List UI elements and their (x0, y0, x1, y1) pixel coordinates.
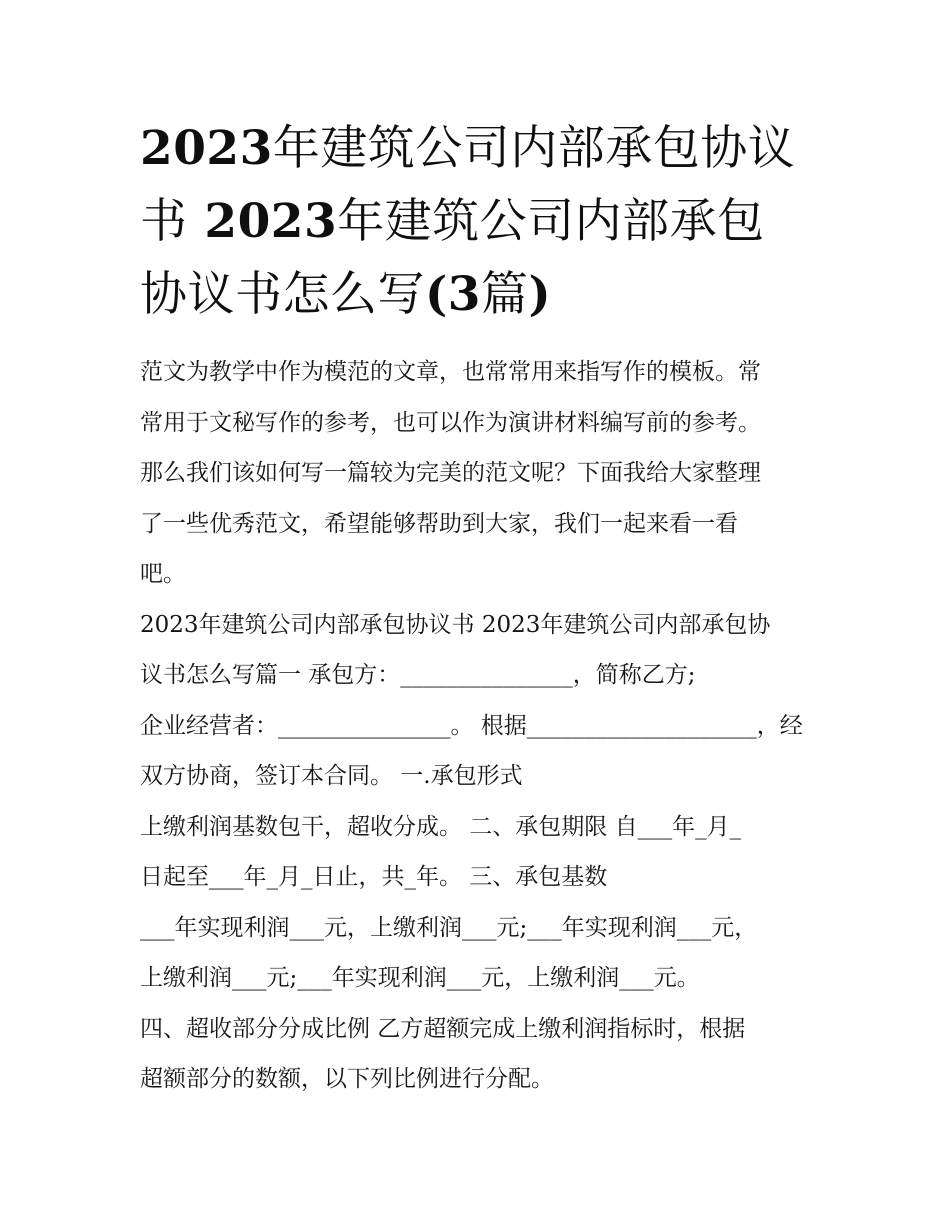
document-title (140, 112, 812, 331)
contract-line: ___年实现利润___元，上缴利润___元;___年实现利润___元， (140, 914, 758, 941)
contract-line: 企业经营者：_______________。 根据____________________，经 (140, 712, 803, 739)
title-segment: 2023 (140, 121, 273, 176)
contract-line: 上缴利润___元;___年实现利润___元，上缴利润___元。 (140, 965, 700, 991)
title-line-3 (140, 258, 812, 331)
title-segment: 年建筑公司内部承包 (337, 194, 765, 249)
title-line-1 (140, 112, 812, 185)
intro-line: 常用于文秘写作的参考，也可以作为演讲材料编写前的参考。 (140, 409, 761, 436)
contract-line: 四、超收部分分成比例 乙方超额完成上缴利润指标时，根据 (140, 1015, 746, 1042)
title-segment: ) (528, 267, 552, 322)
title-segment: (3 (425, 267, 481, 322)
title-line-2 (140, 185, 812, 258)
intro-paragraph (140, 347, 812, 600)
contract-paragraph (140, 600, 812, 1105)
intro-line: 那么我们该如何写一篇较为完美的范文呢？下面我给大家整理 (140, 460, 761, 486)
intro-line: 范文为教学中作为模范的文章，也常常用来指写作的模板。常 (140, 359, 761, 385)
contract-line: 日起至___年_月_日止，共_年。 三、承包基数 (140, 864, 608, 890)
contract-line: 上缴利润基数包干，超收分成。 二、承包期限 自___年_月_ (140, 813, 742, 840)
title-segment: 书 (140, 194, 188, 249)
intro-line: 吧。 (140, 561, 186, 587)
intro-line: 了一些优秀范文，希望能够帮助到大家，我们一起来看一看 (140, 510, 738, 537)
title-segment: 协议书怎么写 (140, 267, 425, 322)
contract-line: 超额部分的数额，以下列比例进行分配。 (140, 1066, 554, 1092)
contract-line: 议书怎么写篇一 承包方：_______________，简称乙方; (140, 662, 696, 688)
title-segment: 2023 (187, 194, 338, 249)
contract-line: 双方协商，签订本合同。 一.承包形式 (140, 763, 523, 789)
contract-line: 2023年建筑公司内部承包协议书 2023年建筑公司内部承包协 (140, 611, 771, 638)
document-body (140, 347, 812, 1105)
title-segment: 年建筑公司内部承包协议 (272, 121, 796, 176)
title-segment: 篇 (480, 267, 529, 322)
